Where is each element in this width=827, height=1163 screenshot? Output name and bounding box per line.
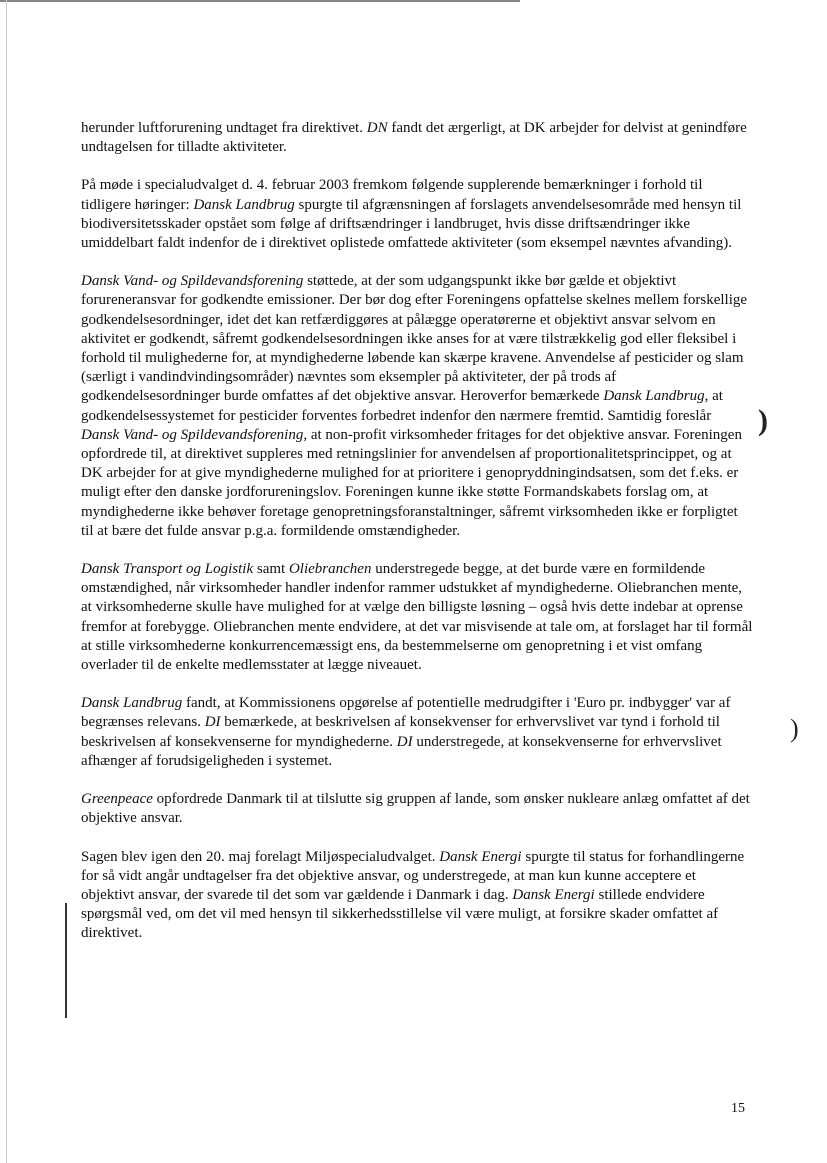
top-rule bbox=[0, 0, 520, 2]
text-run: stillede endvidere spørgsmål ved, om det vil med hensyn til sikkerhedsstillelse vil være muligt, at forsikre skader omfattet af direktivet. bbox=[81, 886, 719, 942]
organisation-name: DI bbox=[396, 733, 413, 750]
organisation-name: Dansk Landbrug bbox=[193, 196, 295, 213]
paragraph bbox=[81, 694, 753, 771]
text-run: Sagen blev igen den 20. maj forelagt Miljøspecialudvalget. bbox=[81, 848, 440, 865]
binder-hole-mark: ) bbox=[758, 404, 768, 437]
organisation-name: Dansk Energi bbox=[512, 886, 595, 903]
paragraph bbox=[81, 176, 753, 253]
organisation-name: Dansk Landbrug bbox=[81, 695, 183, 712]
body-text bbox=[81, 119, 753, 963]
text-run: understregede begge, at det burde være en formildende omstændighed, når virksomheder handler indenfor rammer udstukket af myndighederne. Oliebranchen mente, at virksomhederne skulle have mulighed for at vælge den billigste løsning – også hvis dette indebar at oprense fremfor at forebygge. Oliebranchen mente endvidere, at det var misvisende at tale om, at forslaget har til formål at stille virksomhederne konkurrencemæssigt ens, da bestemmelserne om genopretning i et vist omfang overlader til de enkelte medlemsstater at lægge niveauet. bbox=[81, 561, 753, 674]
text-run: spurgte til afgrænsningen af forslagets anvendelsesområde med hensyn til biodiversitetsskader opstået som følge af driftsændringer i landbruget, hvis disse driftsændringer ikke umiddelbart faldt indenfor de i direktivet oplistede omfattede aktiviteter (som eksempel nævntes afvanding). bbox=[81, 196, 742, 252]
organisation-name: DI bbox=[204, 714, 221, 731]
organisation-name: Oliebranchen bbox=[288, 561, 372, 578]
organisation-name: Dansk Transport og Logistik bbox=[81, 561, 254, 578]
text-run: bemærkede, at beskrivelsen af konsekvenser for erhvervslivet var tynd i forhold til beskrivelsen af konsekvenserne for myndighederne. bbox=[81, 714, 720, 750]
text-run: støttede, at der som udgangspunkt ikke bør gælde et objektivt forureneransvar for godkendte emissioner. Der bør dog efter Foreningens opfattelse skelnes mellem forskellige godkendelsesordninger, idet det kan retfærdiggøres at pålægge operatørerne et objektivt ansvar selvom en aktivitet er godkendt, såfremt godkendelsesordningen ikke anses for at være tilstrækkelig god eller fleksibel i forhold til mulighederne for, at myndighederne løbende kan skærpe kravene. Anvendelse af pesticider og slam (særligt i vandindvindingsområder) nævntes som eksempler på aktiviteter, der på trods af godkendelsesordninger burde omfattes af det objektive ansvar. Heroverfor bemærkede bbox=[81, 273, 748, 405]
paragraph bbox=[81, 560, 753, 675]
scan-edge bbox=[6, 0, 7, 1163]
text-run: , at non-profit virksomheder fritages for det objektive ansvar. Foreningen opfordrede til, at direktivet suppleres med retningslinier for anvendelsen af proportionalitetsprincippet, og at DK arbejder for at give myndighederne mulighed for at prioritere i genopryddningindsatsen, som det f.eks. er muligt efter den danske jordforureningslov. Foreningen kunne ikke støtte Formandskabets forslag om, at myndighederne ikke behøver foretage genopretningsforanstaltninger, såfremt virksomheden ikke er forpligtet til at bære det fulde ansvar p.g.a. formildende omstændigheder. bbox=[81, 426, 742, 539]
paragraph bbox=[81, 790, 753, 828]
organisation-name: Greenpeace bbox=[81, 791, 153, 808]
text-run: samt bbox=[253, 561, 289, 578]
text-run: På møde i specialudvalget d. 4. februar 2003 fremkom følgende supplerende bemærkninger i forhold til tidligere høringer: bbox=[81, 177, 703, 213]
page-number: 15 bbox=[731, 1101, 745, 1116]
text-run: herunder luftforurening undtaget fra direktivet. bbox=[81, 120, 367, 136]
change-bar bbox=[65, 903, 67, 1018]
text-run: , at godkendelsessystemet for pesticider forventes forbedret indenfor den nærmere fremtid. Samtidig foreslår bbox=[81, 388, 723, 424]
organisation-name: Dansk Vand- og Spildevandsforening bbox=[81, 273, 304, 290]
text-run: fandt, at Kommissionens opgørelse af potentielle medrudgifter i 'Euro pr. indbygger' var af begrænses relevans. bbox=[81, 695, 731, 731]
paragraph-changed bbox=[81, 848, 753, 944]
text-run: fandt det ærgerligt, at DK arbejder for delvist at genindføre undtagelsen for tilladte aktiviteter. bbox=[81, 120, 747, 156]
text-run: spurgte til status for forhandlingerne for så vidt angår undtagelser fra det objektive ansvar, og understregede, at man kun kunne acceptere et objektivt ansvar, der svarede til det som var gældende i Danmark i dag. bbox=[81, 848, 745, 903]
paragraph bbox=[81, 119, 753, 157]
organisation-name: Dansk Vand- og Spildevandsforening bbox=[81, 426, 304, 443]
text-run: understregede, at konsekvenserne for erhvervslivet afhænger af forudsigeligheden i systemet. bbox=[81, 733, 722, 769]
text-run: opfordrede Danmark til at tilslutte sig gruppen af lande, som ønsker nukleare anlæg omfattet af det objektive ansvar. bbox=[81, 791, 750, 827]
organisation-name: DN bbox=[366, 120, 388, 136]
binder-hole-mark: ) bbox=[790, 714, 799, 743]
paragraph bbox=[81, 272, 753, 541]
organisation-name: Dansk Energi bbox=[439, 848, 522, 865]
organisation-name: Dansk Landbrug bbox=[603, 388, 705, 405]
